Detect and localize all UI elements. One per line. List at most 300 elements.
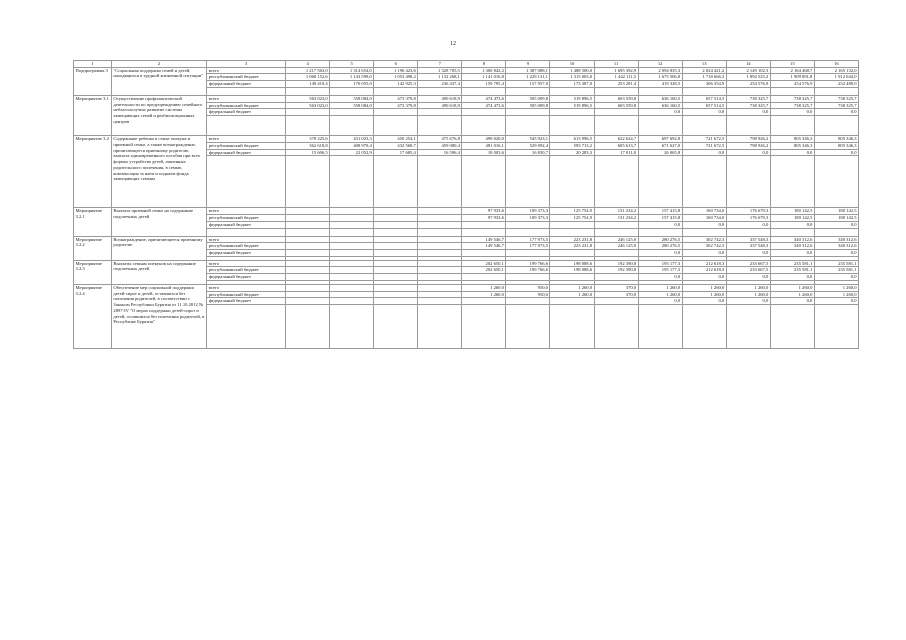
value-cell: 180 142,5 (814, 208, 858, 215)
empty-cell (462, 156, 506, 208)
value-cell (286, 260, 330, 267)
header-cell: 16 (814, 61, 858, 68)
value-cell: 738 325,7 (814, 102, 858, 109)
value-cell: 563 023,0 (286, 95, 330, 102)
funding-source-label: всего (207, 95, 286, 102)
value-cell (330, 109, 374, 116)
funding-source-label: федеральный бюджет (207, 149, 286, 156)
value-cell (550, 298, 594, 305)
empty-cell (726, 156, 770, 208)
funding-source-label: федеральный бюджет (207, 81, 286, 88)
empty-cell (594, 156, 638, 208)
value-cell: 738 325,7 (726, 102, 770, 109)
value-cell: 2 094 835,3 (638, 67, 682, 74)
funding-source-label: республиканский бюджет (207, 142, 286, 149)
value-cell: 1 143 599,0 (330, 74, 374, 81)
value-cell (550, 109, 594, 116)
value-cell (418, 250, 462, 257)
value-cell: 15 606,5 (286, 149, 330, 156)
value-cell: 558 084,0 (330, 102, 374, 109)
value-cell: 1 229 131,1 (506, 74, 550, 81)
value-cell: 223 231,8 (550, 236, 594, 243)
empty-cell (418, 305, 462, 349)
header-cell: 7 (418, 61, 462, 68)
program-name: "Социальная поддержка семей и детей, находящихся в трудной жизненной ситуации" (111, 67, 206, 95)
value-cell (418, 221, 462, 228)
value-cell: 1 300 842,2 (462, 67, 506, 74)
empty-cell (814, 87, 858, 95)
value-cell (330, 243, 374, 250)
funding-source-label: федеральный бюджет (207, 250, 286, 257)
table-row (74, 136, 859, 143)
empty-cell (286, 305, 330, 349)
empty-cell (770, 87, 814, 95)
value-cell: 519 896,5 (550, 95, 594, 102)
value-cell (374, 221, 418, 228)
value-cell (374, 109, 418, 116)
value-cell: 459 080,4 (418, 142, 462, 149)
header-cell: 8 (462, 61, 506, 68)
value-cell: 195 177,3 (638, 267, 682, 274)
value-cell: 378 225,6 (286, 136, 330, 143)
value-cell: 370,0 (594, 284, 638, 291)
value-cell: 202 650,1 (462, 260, 506, 267)
header-cell: 15 (770, 61, 814, 68)
value-cell (374, 284, 418, 291)
value-cell: 2 164 468,7 (770, 67, 814, 74)
empty-cell (330, 156, 374, 208)
empty-cell (550, 116, 594, 136)
value-cell: 0,0 (682, 298, 726, 305)
value-cell (330, 236, 374, 243)
value-cell: 199 766,6 (506, 260, 550, 267)
empty-cell (286, 156, 330, 208)
value-cell (418, 215, 462, 222)
empty-cell (770, 116, 814, 136)
empty-cell (682, 87, 726, 95)
value-cell: 176 679,3 (726, 215, 770, 222)
empty-cell (770, 156, 814, 208)
header-cell: 11 (594, 61, 638, 68)
value-cell: 337 548,3 (726, 236, 770, 243)
value-cell: 545 923,1 (506, 136, 550, 143)
value-cell: 1 314 654,0 (330, 67, 374, 74)
value-cell: 657 514,5 (682, 95, 726, 102)
header-cell: 5 (330, 61, 374, 68)
value-cell: 431 023,3 (330, 136, 374, 143)
empty-cell (506, 87, 550, 95)
value-cell: 0,0 (682, 149, 726, 156)
empty-cell (286, 87, 330, 95)
value-cell (462, 109, 506, 116)
empty-cell (594, 305, 638, 349)
value-cell: 16 596,4 (418, 149, 462, 156)
value-cell: 721 672,5 (682, 136, 726, 143)
value-cell: 306 354,9 (682, 81, 726, 88)
value-cell: 18 003,6 (462, 149, 506, 156)
value-cell: 1 260,0 (462, 284, 506, 291)
empty-cell (638, 87, 682, 95)
value-cell: 0,0 (638, 274, 682, 281)
value-cell: 0,0 (814, 250, 858, 257)
empty-cell (207, 116, 286, 136)
value-cell (374, 243, 418, 250)
value-cell: 475 676,8 (418, 136, 462, 143)
value-cell: 170 055,0 (330, 81, 374, 88)
value-cell: 246 125,0 (594, 243, 638, 250)
value-cell: 252 488,0 (814, 81, 858, 88)
value-cell: 1 260,0 (726, 291, 770, 298)
value-cell: 195 177,3 (638, 260, 682, 267)
value-cell (506, 221, 550, 228)
value-cell: 1 068 152,6 (286, 74, 330, 81)
value-cell: 2 024 421,2 (682, 67, 726, 74)
value-cell: 481 016,1 (462, 142, 506, 149)
table-row (74, 236, 859, 243)
empty-cell (506, 305, 550, 349)
empty-cell (330, 228, 374, 236)
value-cell: 805 346,3 (814, 142, 858, 149)
value-cell: 1 260,0 (770, 291, 814, 298)
value-cell: 603 559,8 (594, 102, 638, 109)
value-cell: 558 084,0 (330, 95, 374, 102)
header-cell: 14 (726, 61, 770, 68)
value-cell: 159 795,4 (462, 81, 506, 88)
value-cell: 149 546,7 (462, 236, 506, 243)
value-cell: 2 165 132,0 (814, 67, 858, 74)
value-cell: 2 149 102,3 (726, 67, 770, 74)
empty-cell (682, 116, 726, 136)
header-cell: 10 (550, 61, 594, 68)
value-cell (330, 208, 374, 215)
value-cell: 432 568,7 (374, 142, 418, 149)
value-cell (330, 221, 374, 228)
empty-cell (330, 116, 374, 136)
funding-source-label: республиканский бюджет (207, 243, 286, 250)
value-cell: 671 627,0 (638, 142, 682, 149)
header-cell: 3 (207, 61, 286, 68)
empty-cell (330, 87, 374, 95)
program-name: Обеспечение мер социальной поддержки детей-сирот и детей, оставшихся без попечения родителей, в соответствии с Законом Республики Бурятия от 11.10.2012 № 2897-IV "О мерах поддержки детей-сирот и детей, оставшихся без попечения родителей, в Республике Бурятия" (111, 284, 206, 348)
value-cell (286, 298, 330, 305)
value-cell (374, 260, 418, 267)
value-cell: 805 346,3 (770, 136, 814, 143)
value-cell: 157 415,8 (638, 208, 682, 215)
value-cell (374, 250, 418, 257)
empty-cell (506, 228, 550, 236)
value-cell: 302 742,3 (682, 243, 726, 250)
empty-cell (770, 305, 814, 349)
value-cell (506, 109, 550, 116)
value-cell: 1 141 016,8 (462, 74, 506, 81)
value-cell: 805 346,3 (814, 136, 858, 143)
empty-cell (726, 305, 770, 349)
funding-source-label: всего (207, 208, 286, 215)
header-cell: 9 (506, 61, 550, 68)
value-cell: 131 234,2 (594, 208, 638, 215)
value-cell: 192 390,8 (594, 267, 638, 274)
value-cell: 1 260,0 (682, 284, 726, 291)
value-cell: 180 142,5 (770, 208, 814, 215)
value-cell: 0,0 (638, 250, 682, 257)
value-cell (286, 221, 330, 228)
program-code: Мероприятие 3.2.4 (74, 284, 112, 348)
value-cell: 798 926,2 (726, 142, 770, 149)
value-cell (550, 274, 594, 281)
value-cell: 529 092,4 (506, 142, 550, 149)
value-cell: 0,0 (726, 221, 770, 228)
empty-cell (550, 228, 594, 236)
empty-cell (550, 305, 594, 349)
value-cell: 254 576,9 (770, 81, 814, 88)
value-cell: 125 754,9 (550, 208, 594, 215)
funding-source-label: федеральный бюджет (207, 298, 286, 305)
value-cell (462, 298, 506, 305)
value-cell: 1 328 705,5 (418, 67, 462, 74)
empty-cell (330, 305, 374, 349)
empty-cell (462, 116, 506, 136)
value-cell (418, 236, 462, 243)
value-cell: 1 387 088,1 (506, 67, 550, 74)
value-cell (418, 109, 462, 116)
empty-cell (374, 87, 418, 95)
page-number: 12 (450, 41, 456, 47)
value-cell: 1 217 563,0 (286, 67, 330, 74)
value-cell: 233 667,5 (726, 267, 770, 274)
value-cell: 280 276,5 (638, 243, 682, 250)
value-cell: 302 742,3 (682, 236, 726, 243)
empty-cell (374, 156, 418, 208)
empty-cell (638, 116, 682, 136)
empty-cell (638, 156, 682, 208)
empty-cell (594, 87, 638, 95)
value-cell: 0,0 (682, 274, 726, 281)
value-cell: 1 196 423,6 (374, 67, 418, 74)
empty-cell (814, 116, 858, 136)
value-cell (330, 215, 374, 222)
value-cell (286, 109, 330, 116)
value-cell: 0,0 (638, 109, 682, 116)
value-cell: 177 973,5 (506, 243, 550, 250)
value-cell: 235 581,1 (770, 260, 814, 267)
funding-source-label: всего (207, 236, 286, 243)
empty-cell (418, 116, 462, 136)
value-cell: 125 754,9 (550, 215, 594, 222)
value-cell: 1 718 666,3 (682, 74, 726, 81)
empty-cell (207, 87, 286, 95)
funding-source-label: республиканский бюджет (207, 74, 286, 81)
value-cell: 408 970,4 (330, 142, 374, 149)
value-cell: 0,0 (814, 298, 858, 305)
header-cell: 12 (638, 61, 682, 68)
value-cell: 0,0 (770, 109, 814, 116)
empty-cell (462, 87, 506, 95)
value-cell: 563 023,0 (286, 102, 330, 109)
program-name: Содержание ребенка в семье опекуна и приемной семье, а также вознаграждение, причитающееся приемному родителю, выплата единовременного пособия при всех формах устройства детей, лишенных родительского попечения, в семью, компенсация за наем и поднаем фонда замещающих семьям (111, 136, 206, 208)
value-cell (418, 243, 462, 250)
value-cell: 0,0 (814, 149, 858, 156)
program-name: Осуществление профилактической деятельности по предупреждению семейного неблагополучия; развитие системы замещающих семей и реабилитационных центров (111, 95, 206, 135)
value-cell: 0,0 (638, 221, 682, 228)
value-cell: 160 734,0 (682, 208, 726, 215)
value-cell: 657 514,5 (682, 102, 726, 109)
empty-cell (374, 116, 418, 136)
value-cell (286, 215, 330, 222)
value-cell: 1 260,0 (638, 291, 682, 298)
value-cell: 1 488 500,0 (550, 67, 594, 74)
value-cell (374, 291, 418, 298)
value-cell: 636 160,5 (638, 95, 682, 102)
program-code: Мероприятие 3.1 (74, 95, 112, 135)
value-cell: 254 576,9 (726, 81, 770, 88)
value-cell: 950,0 (506, 291, 550, 298)
empty-cell (682, 156, 726, 208)
value-cell: 499 020,0 (462, 136, 506, 143)
value-cell: 593 713,2 (550, 142, 594, 149)
empty-cell (814, 228, 858, 236)
funding-source-label: всего (207, 67, 286, 74)
value-cell: 235 581,1 (814, 260, 858, 267)
value-cell: 212 618,3 (682, 267, 726, 274)
value-cell: 505 009,8 (506, 102, 550, 109)
value-cell (330, 250, 374, 257)
value-cell (286, 208, 330, 215)
funding-source-label: федеральный бюджет (207, 221, 286, 228)
empty-cell (550, 156, 594, 208)
value-cell: 0,0 (682, 109, 726, 116)
value-cell: 0,0 (814, 274, 858, 281)
empty-cell (418, 228, 462, 236)
value-cell: 1 260,0 (770, 284, 814, 291)
value-cell (550, 221, 594, 228)
value-cell: 157 957,0 (506, 81, 550, 88)
value-cell (418, 298, 462, 305)
value-cell: 149 410,4 (286, 81, 330, 88)
value-cell (374, 208, 418, 215)
table-row (74, 95, 859, 102)
program-name: Вознаграждение, причитающееся приемному родителю (111, 236, 206, 260)
empty-cell (418, 87, 462, 95)
value-cell (286, 274, 330, 281)
funding-source-label: всего (207, 284, 286, 291)
funding-source-label: республиканский бюджет (207, 267, 286, 274)
value-cell: 505 009,8 (506, 95, 550, 102)
empty-cell (207, 305, 286, 349)
funding-source-label: федеральный бюджет (207, 109, 286, 116)
header-cell: 2 (111, 61, 206, 68)
empty-cell (814, 156, 858, 208)
value-cell: 450 254,1 (374, 136, 418, 143)
value-cell: 199 766,6 (506, 267, 550, 274)
value-cell: 337 548,3 (726, 243, 770, 250)
value-cell: 173 387,0 (550, 81, 594, 88)
program-code: Мероприятие 3.2.1 (74, 208, 112, 236)
header-row (74, 61, 859, 68)
value-cell (418, 267, 462, 274)
value-cell: 738 325,7 (770, 95, 814, 102)
value-cell: 362 618,8 (286, 142, 330, 149)
value-cell: 340 312,6 (814, 243, 858, 250)
value-cell: 149 546,7 (462, 243, 506, 250)
table-row (74, 67, 859, 74)
value-cell (330, 274, 374, 281)
value-cell (330, 298, 374, 305)
program-code: Подпрограмма 3 (74, 67, 112, 95)
empty-cell (462, 305, 506, 349)
value-cell (594, 109, 638, 116)
value-cell: 180 142,5 (770, 215, 814, 222)
value-cell: 1 260,0 (726, 284, 770, 291)
value-cell: 603 559,8 (594, 95, 638, 102)
value-cell: 340 312,6 (770, 243, 814, 250)
value-cell: 1 260,0 (814, 291, 858, 298)
value-cell: 636 160,5 (638, 102, 682, 109)
value-cell: 0,0 (770, 298, 814, 305)
value-cell: 0,0 (726, 298, 770, 305)
empty-cell (506, 116, 550, 136)
value-cell: 1 894 525,2 (726, 74, 770, 81)
value-cell: 233 667,5 (726, 260, 770, 267)
value-cell: 97 933,6 (462, 215, 506, 222)
table-row (74, 208, 859, 215)
empty-cell (207, 228, 286, 236)
value-cell (286, 243, 330, 250)
value-cell: 950,0 (506, 284, 550, 291)
value-cell: 26 065,8 (638, 149, 682, 156)
value-cell: 697 692,8 (638, 136, 682, 143)
value-cell: 1 695 392,9 (594, 67, 638, 74)
value-cell: 131 234,2 (594, 215, 638, 222)
value-cell (418, 208, 462, 215)
value-cell (594, 298, 638, 305)
value-cell (418, 284, 462, 291)
value-cell (462, 250, 506, 257)
header-cell: 13 (682, 61, 726, 68)
value-cell: 738 325,7 (814, 95, 858, 102)
table-row (74, 284, 859, 291)
value-cell: 473 379,8 (374, 102, 418, 109)
value-cell (374, 236, 418, 243)
value-cell: 1 260,0 (682, 291, 726, 298)
value-cell: 20 283,3 (550, 149, 594, 156)
value-cell: 223 231,8 (550, 243, 594, 250)
empty-cell (726, 228, 770, 236)
value-cell: 202 650,1 (462, 267, 506, 274)
value-cell: 16 830,7 (506, 149, 550, 156)
value-cell (418, 260, 462, 267)
value-cell: 212 618,3 (682, 260, 726, 267)
funding-source-label: всего (207, 136, 286, 143)
header-cell: 1 (74, 61, 112, 68)
value-cell: 1 315 003,0 (550, 74, 594, 81)
value-cell: 1 132 268,1 (418, 74, 462, 81)
value-cell (462, 221, 506, 228)
value-cell: 1 675 506,8 (638, 74, 682, 81)
funding-source-label: федеральный бюджет (207, 274, 286, 281)
value-cell: 236 437,4 (418, 81, 462, 88)
value-cell: 798 926,2 (726, 136, 770, 143)
value-cell (594, 250, 638, 257)
value-cell: 0,0 (726, 274, 770, 281)
value-cell: 246 125,0 (594, 236, 638, 243)
value-cell: 177 973,5 (506, 236, 550, 243)
header-cell: 6 (374, 61, 418, 68)
value-cell: 0,0 (770, 250, 814, 257)
value-cell: 1 260,0 (814, 284, 858, 291)
value-cell: 280 276,5 (638, 236, 682, 243)
value-cell (374, 298, 418, 305)
value-cell: 176 679,3 (726, 208, 770, 215)
